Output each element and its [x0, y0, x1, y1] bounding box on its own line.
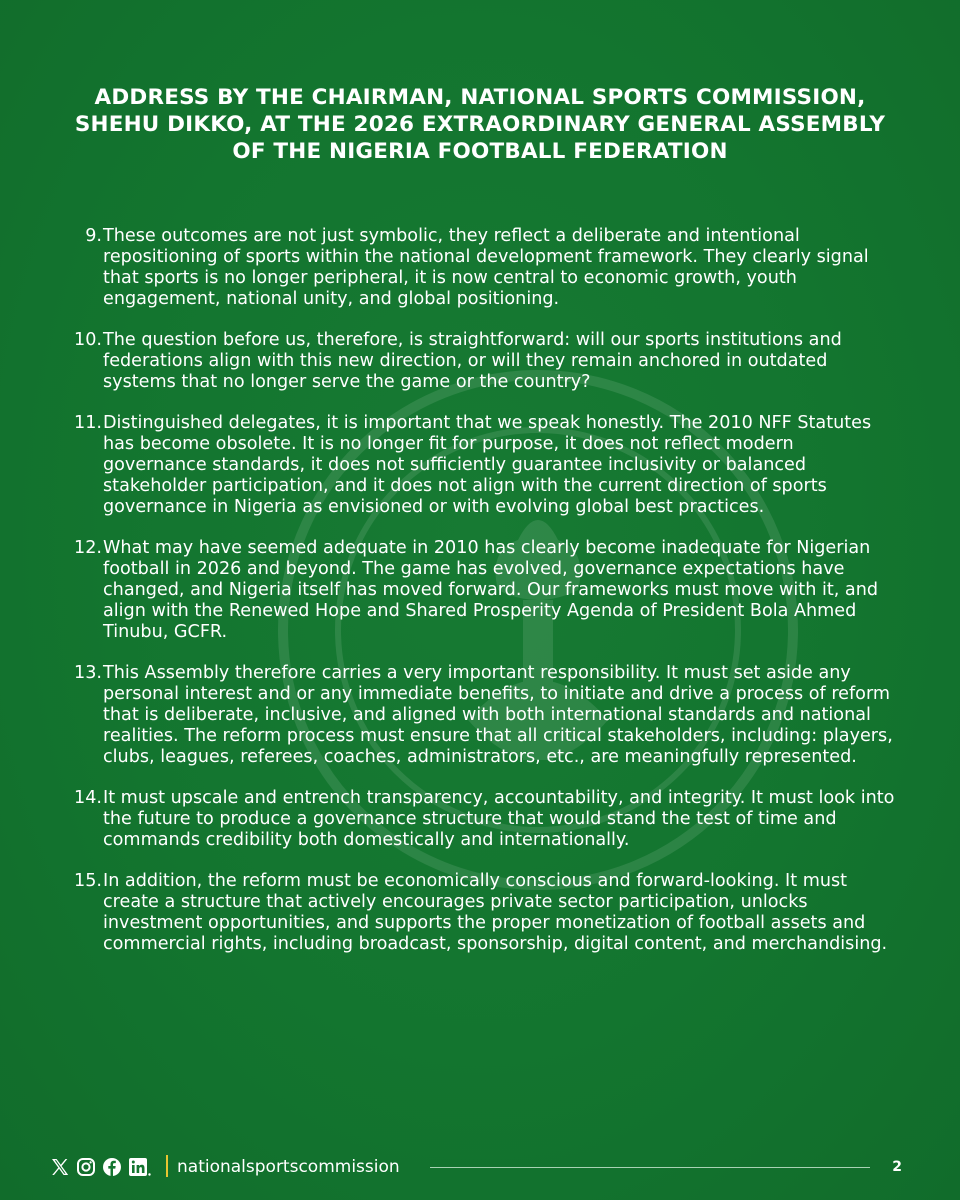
linkedin-icon[interactable] [128, 1157, 152, 1177]
numbered-list [0, 226, 960, 975]
list-item [0, 330, 960, 393]
social-handle[interactable]: nationalsportscommission [177, 1157, 400, 1177]
item-number: 10. [74, 330, 102, 350]
item-text: These outcomes are not just symbolic, they reflect a deliberate and intentional repositioning of sports within the national development framework. They clearly signal that sports is no longer peripheral, it is now central to economic growth, youth engagement, national unity, and global positioning. [103, 226, 869, 309]
page-number: 2 [892, 1159, 902, 1175]
item-number: 13. [74, 663, 102, 683]
list-item [0, 663, 960, 768]
footer-separator [166, 1155, 168, 1177]
page-title: ADDRESS BY THE CHAIRMAN, NATIONAL SPORTS COMMISSION, SHEHU DIKKO, AT THE 2026 EXTRAORDINARY GENERAL ASSEMBLY OF THE NIGERIA FOOTBALL FEDERATION [74, 85, 886, 164]
list-item [0, 871, 960, 955]
item-number: 9. [85, 226, 102, 246]
list-item [0, 788, 960, 851]
x-icon[interactable] [50, 1157, 70, 1177]
facebook-icon[interactable] [102, 1157, 122, 1177]
item-number: 11. [74, 413, 102, 433]
instagram-icon[interactable] [76, 1157, 96, 1177]
item-text: It must upscale and entrench transparency, accountability, and integrity. It must look into the future to produce a governance structure that would stand the test of time and commands credibility both domestically and internationally. [103, 788, 895, 850]
footer [50, 1152, 910, 1182]
social-icons [50, 1156, 158, 1178]
list-item [0, 538, 960, 643]
list-item [0, 226, 960, 310]
item-text: The question before us, therefore, is straightforward: will our sports institutions and federations align with this new direction, or will they remain anchored in outdated systems that no longer serve the game or the country? [103, 330, 842, 392]
item-number: 14. [74, 788, 102, 808]
item-number: 15. [74, 871, 102, 891]
item-number: 12. [74, 538, 102, 558]
item-text: This Assembly therefore carries a very important responsibility. It must set aside any personal interest and or any immediate benefits, to initiate and drive a process of reform that is deliberate, inclusive, and aligned with both international standards and national realities. The reform process must ensure that all critical stakeholders, including: players, clubs, leagues, referees, coaches, administrators, etc., are meaningfully represented. [103, 663, 893, 767]
item-text: What may have seemed adequate in 2010 has clearly become inadequate for Nigerian football in 2026 and beyond. The game has evolved, governance expectations have changed, and Nigeria itself has moved forward. Our frameworks must move with it, and align with the Renewed Hope and Shared Prosperity Agenda of President Bola Ahmed Tinubu, GCFR. [103, 538, 879, 642]
list-item [0, 413, 960, 518]
item-text: Distinguished delegates, it is important that we speak honestly. The 2010 NFF Statutes has become obsolete. It is no longer fit for purpose, it does not reflect modern governance standards, it does not sufficiently guarantee inclusivity or balanced stakeholder participation, and it does not align with the current direction of sports governance in Nigeria as envisioned or with evolving global best practices. [103, 413, 872, 517]
item-text: In addition, the reform must be economically conscious and forward-looking. It must create a structure that actively encourages private sector participation, unlocks investment opportunities, and supports the proper monetization of football assets and commercial rights, including broadcast, sponsorship, digital content, and merchandising. [103, 871, 888, 954]
footer-rule [430, 1167, 870, 1168]
